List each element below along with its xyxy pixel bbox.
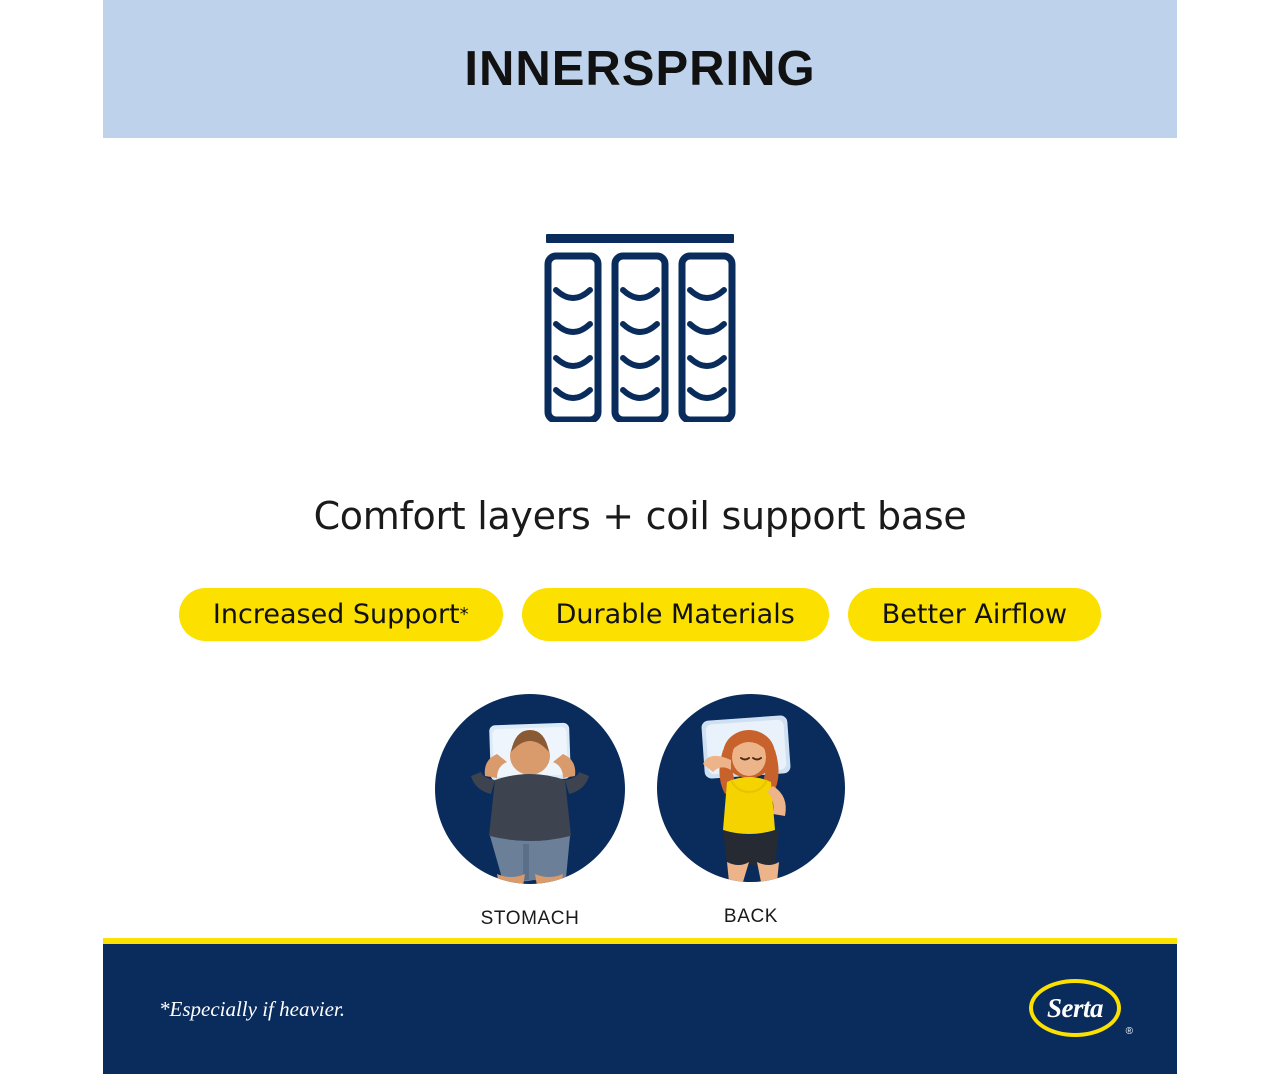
footnote-text: *Especially if heavier. <box>159 996 346 1021</box>
feature-pill-list <box>103 588 1177 641</box>
logo-oval <box>1029 979 1121 1037</box>
sleep-position-list <box>103 694 1177 930</box>
sleep-position-label: BACK <box>723 906 779 927</box>
back-sleeper-icon <box>657 694 845 882</box>
feature-pill-label: Increased Support <box>212 599 460 630</box>
registered-mark: ® <box>1125 1026 1133 1037</box>
sleep-position-item <box>657 694 845 928</box>
page-title: INNERSPRING <box>464 42 816 96</box>
card-header <box>103 0 1177 138</box>
serta-logo <box>1029 979 1133 1039</box>
feature-pill-label: Better Airflow <box>881 599 1068 630</box>
feature-pill <box>522 588 829 641</box>
subtitle: Comfort layers + coil support base <box>313 494 967 538</box>
feature-pill-superscript: * <box>459 604 469 625</box>
innerspring-info-card <box>103 0 1177 1074</box>
coil-springs-icon <box>103 202 1177 452</box>
logo-wordmark: Serta <box>1046 992 1103 1023</box>
sleep-position-label: STOMACH <box>480 908 580 929</box>
stomach-sleeper-icon <box>435 694 625 884</box>
feature-pill <box>179 588 503 641</box>
feature-pill <box>848 588 1101 641</box>
sleep-position-item <box>435 694 625 930</box>
feature-pill-label: Durable Materials <box>555 599 795 630</box>
card-footer <box>103 938 1177 1074</box>
